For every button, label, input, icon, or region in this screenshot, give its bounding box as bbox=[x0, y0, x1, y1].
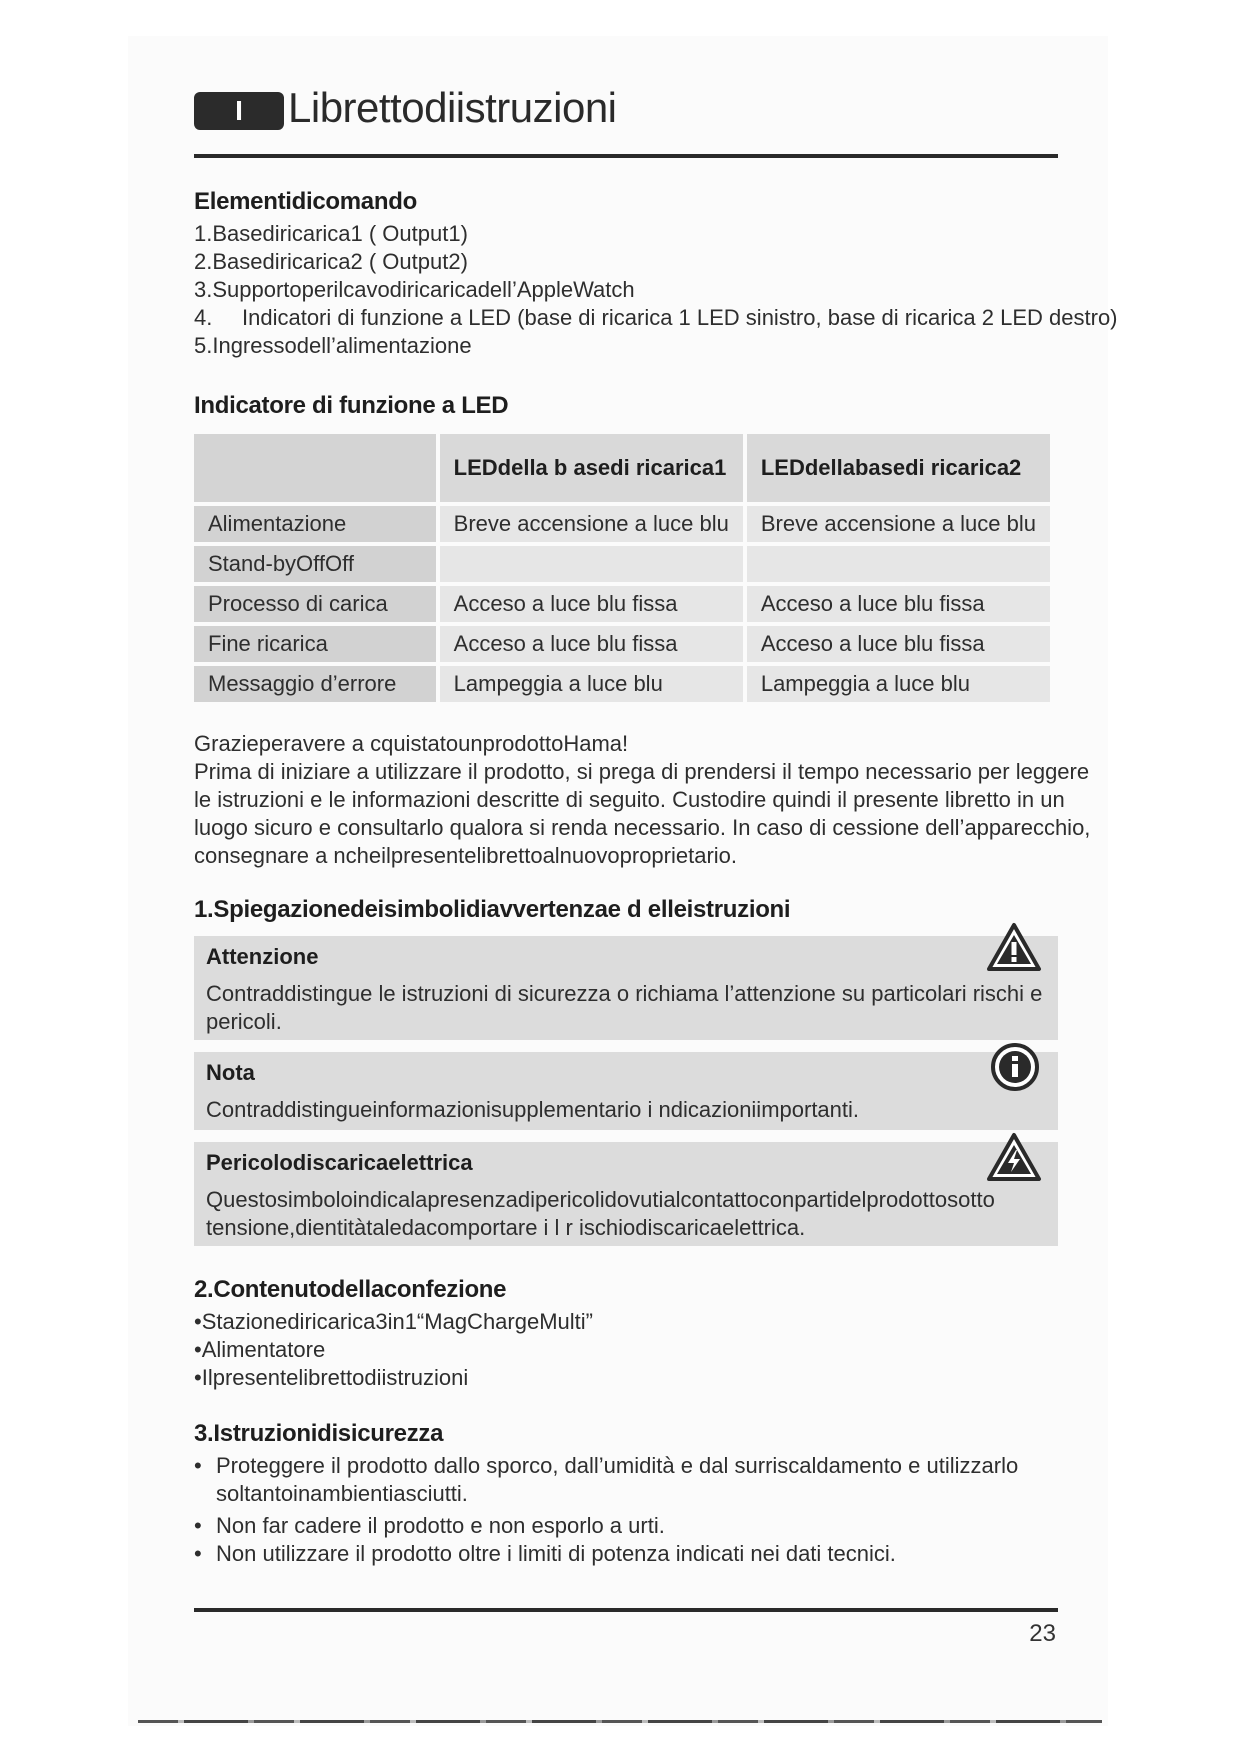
symbols-section bbox=[194, 896, 1058, 924]
header-rule bbox=[194, 154, 1058, 158]
note-line: Contraddistingueinformazionisupplementario i ndicazioniimportanti. bbox=[206, 1097, 860, 1122]
safety-line: soltantoinambientiasciutti. bbox=[216, 1481, 468, 1506]
table-row bbox=[194, 626, 1050, 662]
info-circle-icon bbox=[990, 1042, 1040, 1097]
led-table bbox=[190, 430, 1054, 706]
table-row bbox=[194, 586, 1050, 622]
note-title: Nota bbox=[206, 1060, 255, 1085]
intro-line: luogo sicuro e consultarlo qualora si renda necessario. In caso di cessione dell’apparecchio, bbox=[194, 815, 1091, 840]
led2-cell: Lampeggia a luce blu bbox=[747, 666, 1050, 702]
safety-section bbox=[194, 1420, 1058, 1568]
led2-cell: Acceso a luce blu fissa bbox=[747, 626, 1050, 662]
attention-text bbox=[206, 980, 1042, 1036]
row-label: Alimentazione bbox=[194, 506, 436, 542]
contents-list bbox=[194, 1308, 1058, 1392]
attention-box bbox=[194, 936, 1058, 1040]
intro-line: consegnare a ncheilpresentelibrettoalnuovoproprietario. bbox=[194, 843, 738, 868]
led1-cell: Acceso a luce blu fissa bbox=[440, 586, 743, 622]
safety-heading: 3.Istruzionidisicurezza bbox=[194, 1420, 444, 1447]
controls-heading: Elementidicomando bbox=[194, 188, 417, 215]
controls-section bbox=[194, 188, 1118, 360]
intro-line: le istruzioni e le informazioni descritte di seguito. Custodire quindi il presente libretto in un bbox=[194, 787, 1065, 812]
led-col-header-1: LEDdella b asedi ricarica1 bbox=[440, 434, 743, 502]
note-text bbox=[206, 1096, 859, 1124]
lightning-triangle-icon bbox=[986, 1132, 1042, 1187]
table-row bbox=[194, 666, 1050, 702]
note-box bbox=[194, 1052, 1058, 1130]
table-row bbox=[194, 506, 1050, 542]
bullet: • bbox=[194, 1513, 202, 1538]
led2-cell: Breve accensione a luce blu bbox=[747, 506, 1050, 542]
controls-list bbox=[194, 220, 1118, 360]
controls-item-text: Indicatori di funzione a LED (base di ricarica 1 LED sinistro, base di ricarica 2 LED destro) bbox=[242, 305, 1118, 330]
led1-cell: Lampeggia a luce blu bbox=[440, 666, 743, 702]
page-number: 23 bbox=[1029, 1620, 1056, 1647]
row-label: Processo di carica bbox=[194, 586, 436, 622]
controls-item: 3.Supportoperilcavodiricaricadell’AppleWatch bbox=[194, 277, 635, 302]
bullet: • bbox=[194, 1541, 202, 1566]
led1-cell: Breve accensione a luce blu bbox=[440, 506, 743, 542]
row-label: Stand-byOffOff bbox=[194, 546, 436, 582]
led1-cell bbox=[440, 546, 743, 582]
footer-rule bbox=[194, 1608, 1058, 1612]
controls-item: 1.Basediricarica1 ( Output1) bbox=[194, 221, 468, 246]
controls-item: 5.Ingressodell’alimentazione bbox=[194, 333, 472, 358]
safety-list bbox=[194, 1452, 1058, 1568]
intro-line: Grazieperavere a cquistatounprodottoHama! bbox=[194, 731, 629, 756]
list-item bbox=[194, 1512, 1058, 1540]
led2-cell bbox=[747, 546, 1050, 582]
list-item bbox=[194, 1540, 1058, 1568]
contents-section bbox=[194, 1276, 1058, 1392]
safety-line: Proteggere il prodotto dallo sporco, dall’umidità e dal surriscaldamento e utilizzarlo bbox=[216, 1453, 1019, 1478]
intro-paragraph bbox=[194, 730, 1091, 870]
led-table-header bbox=[194, 434, 1050, 502]
led1-cell: Acceso a luce blu fissa bbox=[440, 626, 743, 662]
list-item-text: Non utilizzare il prodotto oltre i limiti di potenza indicati nei dati tecnici. bbox=[216, 1541, 896, 1566]
shock-title: Pericolodiscaricaelettrica bbox=[206, 1150, 473, 1175]
warning-triangle-icon bbox=[986, 922, 1042, 977]
symbols-heading: 1.Spiegazionedeisimbolidiavvertenzae d elleistruzioni bbox=[194, 896, 791, 923]
row-label: Messaggio d’errore bbox=[194, 666, 436, 702]
led-section bbox=[194, 392, 1058, 420]
row-label: Fine ricarica bbox=[194, 626, 436, 662]
language-badge: I bbox=[194, 92, 284, 130]
attention-line: Contraddistingue le istruzioni di sicurezza o richiama l’attenzione su particolari rischi e bbox=[206, 981, 1043, 1006]
attention-line: pericoli. bbox=[206, 1009, 282, 1034]
list-item-text: Non far cadere il prodotto e non esporlo a urti. bbox=[216, 1513, 665, 1538]
controls-item: 2.Basediricarica2 ( Output2) bbox=[194, 249, 468, 274]
scan-edge-line bbox=[138, 1720, 1102, 1723]
controls-item bbox=[194, 304, 1118, 332]
attention-title: Attenzione bbox=[206, 944, 319, 969]
list-item: •Alimentatore bbox=[194, 1337, 326, 1362]
led-col-header-2: LEDdellabasedi ricarica2 bbox=[747, 434, 1050, 502]
list-item-text bbox=[216, 1452, 1018, 1508]
contents-heading: 2.Contenutodellaconfezione bbox=[194, 1276, 507, 1303]
shock-line: Questosimboloindicalapresenzadipericolidovutialcontattoconpartidelprodottosotto bbox=[206, 1187, 995, 1212]
shock-line: tensione,dientitàtaledacomportare i l r ischiodiscaricaelettrica. bbox=[206, 1215, 806, 1240]
bullet: • bbox=[194, 1453, 202, 1478]
page-header bbox=[194, 84, 1058, 152]
intro-line: Prima di iniziare a utilizzare il prodotto, si prega di prendersi il tempo necessario per leggere bbox=[194, 759, 1090, 784]
shock-box bbox=[194, 1142, 1058, 1246]
list-item: •Ilpresentelibrettodiistruzioni bbox=[194, 1365, 469, 1390]
table-row bbox=[194, 546, 1050, 582]
led-heading: Indicatore di funzione a LED bbox=[194, 392, 509, 419]
led2-cell: Acceso a luce blu fissa bbox=[747, 586, 1050, 622]
led-table-corner bbox=[194, 434, 436, 502]
list-item bbox=[194, 1452, 1058, 1508]
controls-item-number: 4. bbox=[194, 305, 213, 330]
list-item: •Stazionediricarica3in1“MagChargeMulti” bbox=[194, 1309, 593, 1334]
shock-text bbox=[206, 1186, 995, 1242]
document-title: Librettodiistruzioni bbox=[288, 84, 617, 131]
